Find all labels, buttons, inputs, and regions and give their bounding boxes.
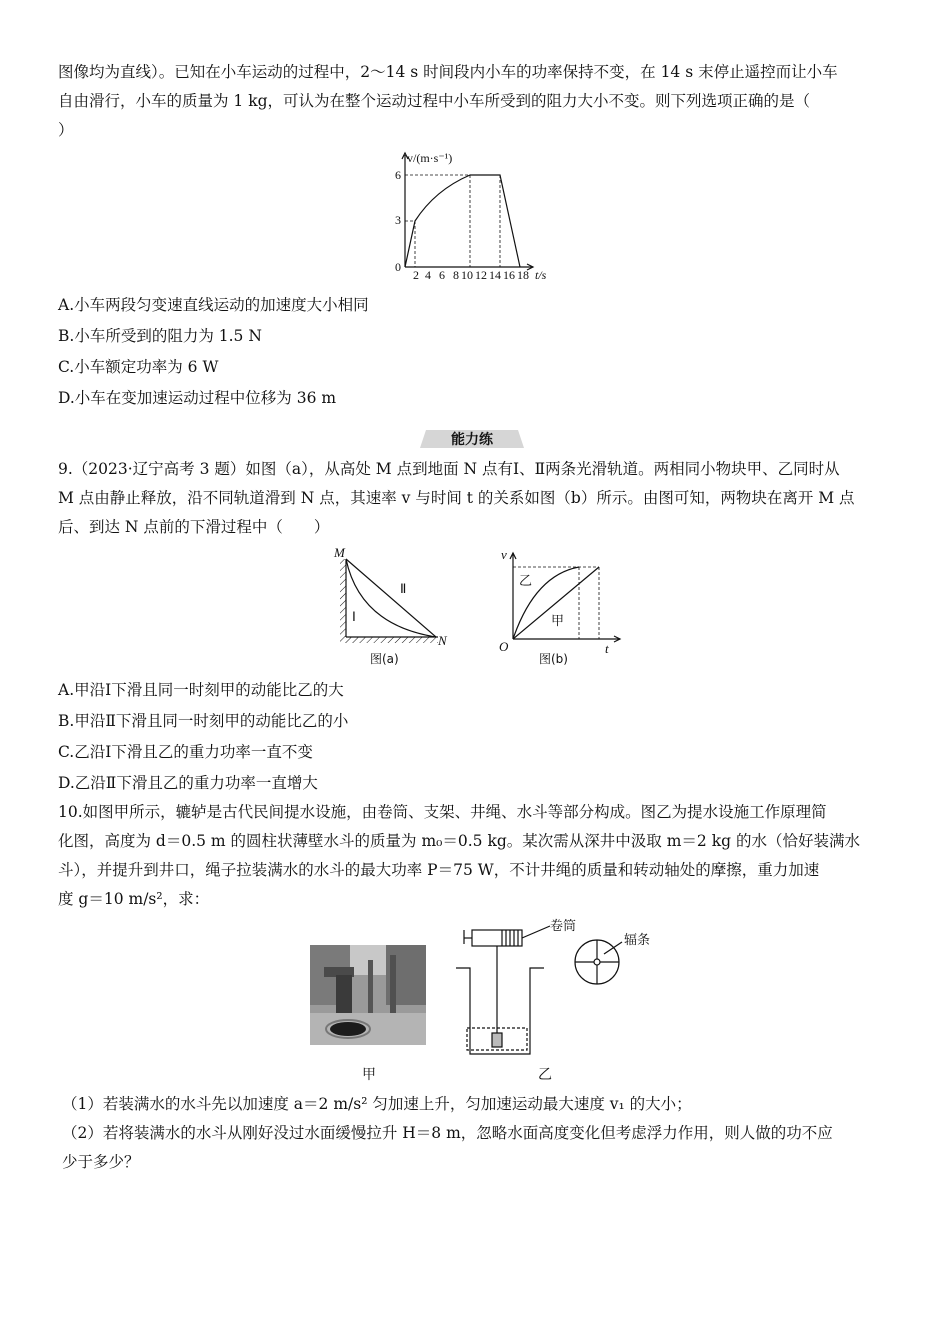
q10-schematic — [440, 918, 660, 1063]
q8-x-tick: 4 — [425, 268, 431, 282]
q9-options — [58, 675, 898, 799]
q8-stem-line2: 自由滑行，小车的质量为 1 kg，可认为在整个运动过程中小车所受到的阻力大小不变。则下列选项正确的是（ — [58, 92, 811, 110]
q9-figure-a — [330, 545, 460, 670]
q9-option-a: A.甲沿Ⅰ下滑且同一时刻甲的动能比乙的大 — [58, 681, 344, 699]
q8-x-tick: 2 — [413, 268, 419, 282]
q9b-label-yi: 乙 — [519, 574, 533, 589]
q8-x-tick: 8 — [453, 268, 459, 282]
q10-sub1: （1）若装满水的水斗先以加速度 a＝2 m/s² 匀加速上升，匀加速运动最大速度 v₁ 的大小； — [62, 1095, 692, 1113]
q8-x-tick: 10 — [461, 268, 473, 282]
q8-stem — [58, 58, 898, 145]
q10-stem-line4: 度 g＝10 m/s²，求： — [58, 890, 210, 908]
q9-wall-hatch — [340, 559, 346, 643]
q10-subquestions — [62, 1090, 902, 1177]
q10-stem-line2: 化图，高度为 d＝0.5 m 的圆柱状薄壁水斗的质量为 m₀＝0.5 kg。某次需从深井中汲取 m＝2 kg 的水（恰好装满水 — [58, 832, 860, 850]
q9-stem-line2: M 点由静止释放，沿不同轨道滑到 N 点，其速率 v 与时间 t 的关系如图（b）所示。由图可知，两物块在离开 M 点 — [58, 489, 855, 507]
q10-caption-jia: 甲 — [362, 1067, 376, 1083]
q8-x-tick: 14 — [489, 268, 501, 282]
q9-option-c: C.乙沿Ⅰ下滑且乙的重力功率一直不变 — [58, 743, 313, 761]
q8-x-axis-label: t/s — [535, 268, 547, 282]
q10-photo-windlass — [310, 945, 426, 1045]
q9b-label-v: v — [501, 547, 507, 562]
q10-label-pointer — [522, 926, 550, 938]
q9-stem-line3: 后、到达 N 点前的下滑过程中（ ） — [58, 518, 330, 536]
q9-label-n: N — [438, 633, 447, 648]
q9b-label-o: O — [499, 639, 509, 654]
q10-sub2-line2: 少于多少？ — [62, 1153, 140, 1171]
q10-sub2-line1: （2）若将装满水的水斗从刚好没过水面缓慢拉升 H＝8 m，忽略水面高度变化但考虑浮力作用，则人做的功不应 — [62, 1124, 833, 1142]
q10-stem — [58, 798, 898, 914]
q9-label-i: Ⅰ — [352, 609, 356, 624]
q10-bucket — [492, 1033, 502, 1047]
q10-stem-line3: 斗），并提升到井口，绳子拉装满水的水斗的最大功率 P＝75 W，不计井绳的质量和转动轴处的摩擦，重力加速 — [58, 861, 820, 879]
q9-stem — [58, 455, 898, 542]
q9-label-m: M — [334, 545, 345, 560]
q9-option-d: D.乙沿Ⅱ下滑且乙的重力功率一直增大 — [58, 774, 318, 792]
q8-y-axis-label: v/(m·s⁻¹) — [407, 151, 453, 165]
q8-velocity-curve — [405, 175, 520, 267]
q8-option-a: A.小车两段匀变速直线运动的加速度大小相同 — [58, 296, 369, 314]
q8-x-tick: 16 — [503, 268, 515, 282]
q10-label-drum: 卷筒 — [550, 919, 577, 934]
q8-x-tick: 18 — [517, 268, 529, 282]
q8-option-c: C.小车额定功率为 6 W — [58, 358, 219, 376]
section-banner — [420, 428, 524, 450]
q8-options — [58, 290, 898, 414]
q8-option-d: D.小车在变加速运动过程中位移为 36 m — [58, 389, 337, 407]
q10-caption-yi: 乙 — [538, 1067, 552, 1083]
q10-stem-line1: 10.如图甲所示，辘轳是古代民间提水设施，由卷筒、支架、井绳、水斗等部分构成。图乙为提水设施工作原理简 — [58, 803, 827, 821]
q8-velocity-time-graph — [385, 145, 565, 285]
q8-x-tick: 12 — [475, 268, 487, 282]
q9-option-b: B.甲沿Ⅱ下滑且同一时刻甲的动能比乙的小 — [58, 712, 349, 730]
q10-spoke-pointer — [604, 942, 622, 954]
section-title: 能力练 — [451, 432, 493, 448]
q8-stem-line1: 图像均为直线）。已知在小车运动的过程中，2～14 s 时间段内小车的功率保持不变，在 14 s 末停止遥控而让小车 — [58, 63, 838, 81]
q8-stem-line3: ） — [58, 121, 74, 139]
q8-x-tick: 6 — [439, 268, 445, 282]
q9-caption-b: 图(b) — [539, 652, 568, 666]
q8-y-tick-6: 6 — [395, 168, 401, 182]
q9-label-ii: Ⅱ — [400, 581, 407, 596]
q9b-label-t: t — [605, 641, 609, 656]
q9-track-ii — [346, 559, 436, 637]
q8-y-tick-3: 3 — [395, 213, 401, 227]
q9-figure-b — [495, 545, 625, 670]
q9-ground-hatch — [346, 637, 438, 643]
q9b-label-jia: 甲 — [551, 614, 565, 629]
q9-caption-a: 图(a) — [370, 652, 399, 666]
q9-stem-line1: 9.（2023·辽宁高考 3 题）如图（a），从高处 M 点到地面 N 点有Ⅰ、Ⅱ两条光滑轨道。两相同小物块甲、乙同时从 — [58, 460, 840, 478]
q10-label-spoke: 辐条 — [624, 933, 651, 948]
q8-option-b: B.小车所受到的阻力为 1.5 N — [58, 327, 262, 345]
q8-origin-label: 0 — [395, 260, 401, 274]
